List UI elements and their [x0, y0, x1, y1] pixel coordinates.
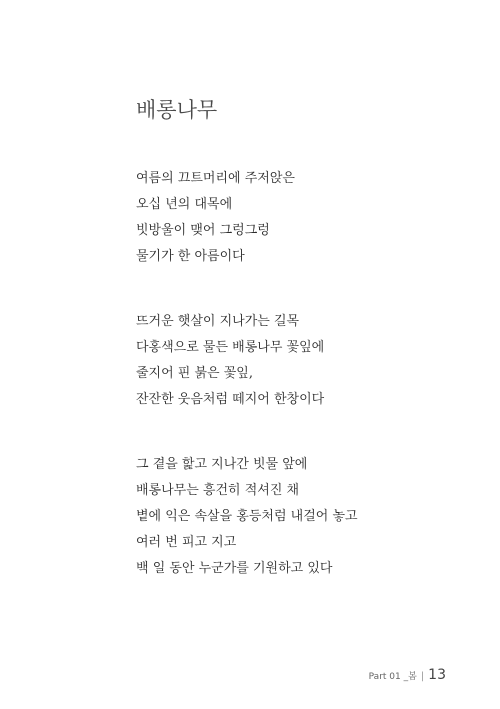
footer-separator: | [420, 671, 425, 682]
poem-line: 다홍색으로 물든 배롱나무 꽃잎에 [136, 340, 325, 355]
stanza-1 [136, 166, 476, 270]
poem-line: 빗방울이 맺어 그렁그렁 [136, 223, 270, 238]
stanza-2 [136, 309, 476, 413]
poem-line: 여름의 끄트머리에 주저앉은 [136, 171, 295, 186]
section-label: Part 01 _봄 [368, 672, 417, 682]
poem-line: 잔잔한 웃음처럼 떼지어 한창이다 [136, 392, 325, 407]
poem-line: 줄지어 핀 붉은 꽃잎, [136, 366, 253, 381]
poem-line: 그 곁을 핥고 지나간 빗물 앞에 [136, 457, 308, 472]
poem-body [136, 166, 476, 621]
poem-title: 배롱나무 [136, 98, 218, 122]
poem-line: 여러 번 피고 지고 [136, 535, 237, 550]
stanza-3 [136, 452, 476, 582]
poem-line: 물기가 한 아름이다 [136, 249, 245, 264]
poem-line: 뜨거운 햇살이 지나가는 길목 [136, 314, 300, 329]
poem-line: 배롱나무는 흥건히 적셔진 채 [136, 483, 300, 498]
page-footer [369, 667, 446, 683]
poem-line: 백 일 동안 누군가를 기원하고 있다 [136, 561, 333, 576]
poem-line: 오십 년의 대목에 [136, 197, 233, 212]
page-number: 13 [428, 667, 446, 683]
poem-line: 볕에 익은 속살을 홍등처럼 내걸어 놓고 [136, 509, 358, 524]
